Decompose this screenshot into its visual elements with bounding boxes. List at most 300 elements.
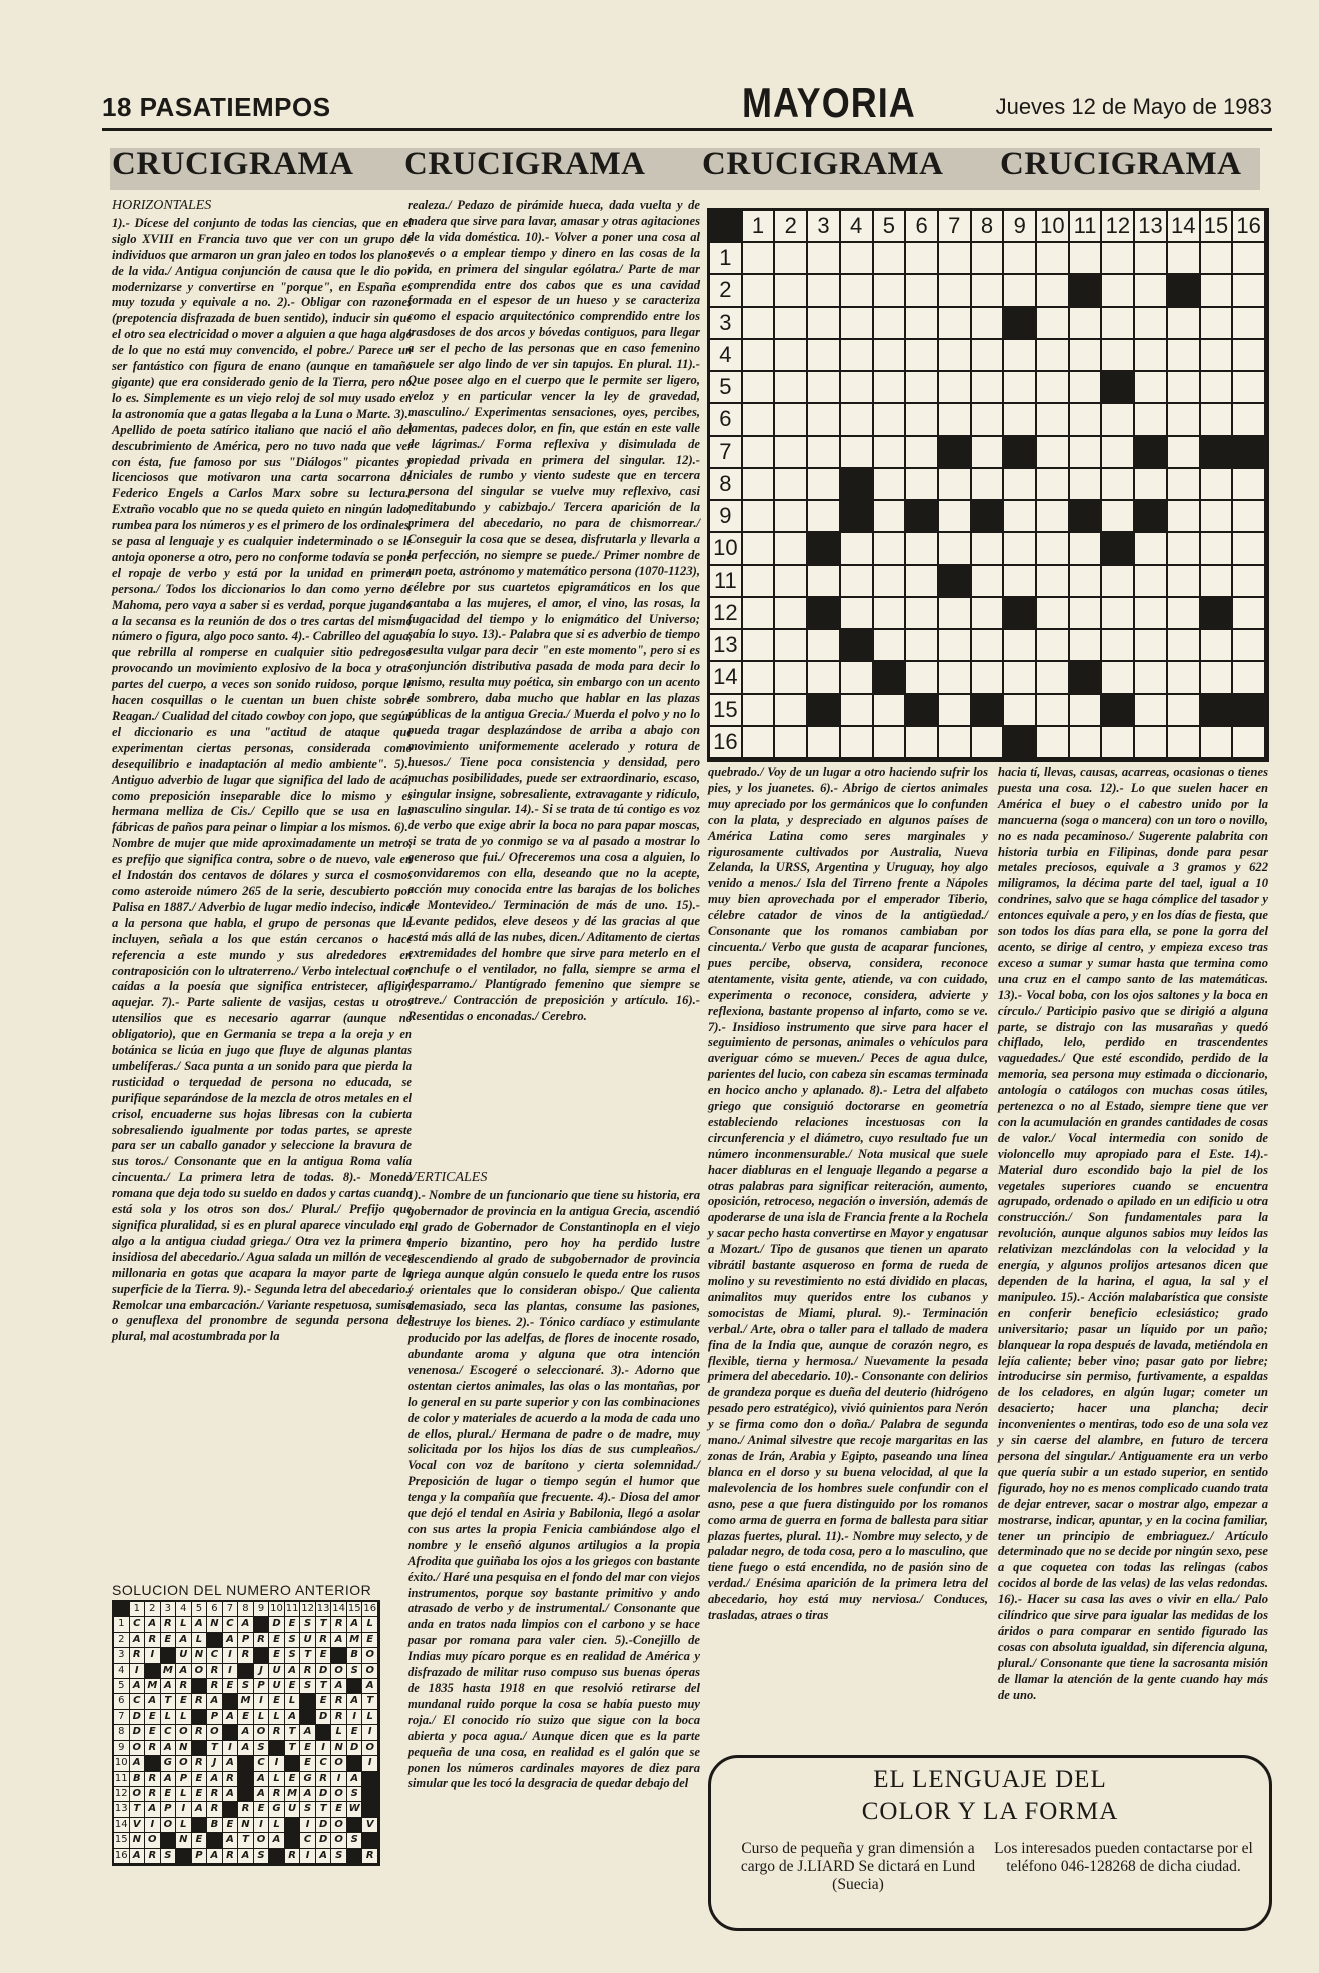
solution-letter: O	[145, 1833, 160, 1847]
white-square[interactable]	[1070, 243, 1101, 273]
white-square[interactable]	[775, 243, 806, 273]
solution-letter: A	[176, 1633, 191, 1647]
white-square[interactable]	[1201, 469, 1232, 499]
white-square[interactable]	[874, 695, 905, 725]
white-square[interactable]	[874, 469, 905, 499]
white-square[interactable]	[1037, 566, 1068, 596]
white-square[interactable]	[1233, 243, 1264, 273]
white-square[interactable]	[1102, 275, 1133, 305]
solution-column-number: 3	[161, 1602, 176, 1616]
white-square[interactable]	[874, 501, 905, 531]
row-number-label: 12	[713, 599, 738, 625]
white-square[interactable]	[939, 501, 970, 531]
white-square[interactable]	[841, 566, 872, 596]
solution-letter: T	[300, 1648, 315, 1662]
white-square[interactable]	[1168, 469, 1199, 499]
white-square[interactable]	[1102, 662, 1133, 692]
white-square[interactable]	[1135, 275, 1166, 305]
white-square[interactable]	[906, 275, 937, 305]
white-square[interactable]	[874, 340, 905, 370]
white-square[interactable]	[939, 308, 970, 338]
black-square	[939, 566, 970, 596]
solution-letter: O	[254, 1833, 269, 1847]
white-square[interactable]	[808, 437, 839, 467]
white-square[interactable]	[775, 469, 806, 499]
white-square[interactable]	[1168, 340, 1199, 370]
white-square[interactable]	[906, 308, 937, 338]
white-square[interactable]	[1102, 243, 1133, 273]
white-square[interactable]	[972, 727, 1003, 757]
white-square[interactable]	[775, 275, 806, 305]
white-square[interactable]	[808, 566, 839, 596]
white-square[interactable]	[1233, 308, 1264, 338]
white-square[interactable]	[841, 308, 872, 338]
white-square[interactable]	[1070, 630, 1101, 660]
white-square[interactable]	[1201, 275, 1232, 305]
white-square[interactable]	[1233, 630, 1264, 660]
white-square[interactable]	[939, 695, 970, 725]
solution-black-square	[207, 1833, 222, 1847]
black-square	[972, 501, 1003, 531]
white-square[interactable]	[808, 501, 839, 531]
white-square[interactable]	[874, 598, 905, 628]
solution-letter: E	[192, 1833, 207, 1847]
white-square[interactable]	[808, 243, 839, 273]
white-square[interactable]	[743, 340, 774, 370]
white-square[interactable]	[1070, 372, 1101, 402]
white-square[interactable]	[1004, 275, 1035, 305]
white-square[interactable]	[939, 727, 970, 757]
white-square[interactable]	[808, 727, 839, 757]
white-square[interactable]	[906, 630, 937, 660]
white-square[interactable]	[1135, 566, 1166, 596]
white-square[interactable]	[1233, 372, 1264, 402]
solution-letter: A	[347, 1694, 362, 1708]
solution-letter: R	[161, 1617, 176, 1631]
white-square[interactable]	[874, 533, 905, 563]
solution-letter: L	[269, 1710, 284, 1724]
white-square[interactable]	[1037, 372, 1068, 402]
solution-letter: R	[176, 1679, 191, 1693]
black-square	[874, 662, 905, 692]
white-square[interactable]	[841, 275, 872, 305]
white-square[interactable]	[743, 630, 774, 660]
white-square[interactable]	[1070, 308, 1101, 338]
solution-row-number: 6	[114, 1694, 129, 1708]
white-square[interactable]	[1070, 695, 1101, 725]
white-square[interactable]	[1201, 662, 1232, 692]
white-square[interactable]	[1201, 404, 1232, 434]
solution-row-number: 16	[114, 1849, 129, 1863]
white-square[interactable]	[1102, 469, 1133, 499]
solution-letter: A	[223, 1710, 238, 1724]
clue-text: 1).- Dícese del conjunto de todas las ciencias, que en el siglo XVIII en Francia tuvo que ver con un grupo de individuos que armaron un gran jaleo en todos los planos de la vida./ Antigua conjunción de causa que le dio por modernizarse y convertirse en "porque", en España es muy tozuda y equivale a no. 2).- Obligar con razones (prepotencia disfrazada de buen sentido), inducir sin que el otro sea electricidad o mover a alguien a que haga algo de lo que no está muy convencido, el pobre./ Parece un ser fantástico con figura de enano (aunque en tamaño gigante) que era considerado genio de la Tierra, pero no lo es. Simplemente es un viejo reloj de sol muy usado en la astronomía que a gatas llegaba a la Luna o Marte. 3).- Apellido de poeta satírico italiano que nació el año del descubrimiento de América, pero no tuvo nada que ver con ésta, fue famoso por sus "Diálogos" picantes y licenciosos que motivaron una carta socarrona de Federico Engels a Carlos Marx sobre su lectura./ Extraño vocablo que no se queda quieto en ningún lado, rumbea para los números y es el primero de los ordinales, se pasa al lenguaje y es cualquier indeterminado o se le antoja oponerse a otro, pero no conforme todavía se pone el ropaje de verbo y está por la unidad en primera persona./ Todos los diccionarios lo dan como yerno de Mahoma, pero vaya a saber si es verdad, porque jugando a la secansa es la reunión de dos o tres cartas del mismo número o figura, algo poco santo. 4).- Cabrilleo del agua, que rebrilla al romperse en cualquier sitio pedregoso provocando un movimiento explosivo de la boca y otras partes del cuerpo, a veces son sonido ruidoso, porque le hacen cosquillas o le cuentan un buen chiste sobre Reagan./ Cualidad del citado cowboy con jopo, que según el diccionario es una "actitud de ataque que experimentan ciertas personas, considerada como desequilibrio e inadaptación al medio ambiente". 5).- Antiguo adverbio de lugar que significa del lado de acá; como preposición inseparable dice lo mismo y es hermana melliza de Cis./ Cepillo que se usa en las fábricas de paños para peinar o limpiar a los mismos. 6).- Nombre de mujer que mide aproximadamente un metro, es prefijo que significa contra, sobre o de nuevo, vale en el Indostán dos centavos de dólares y surca el cosmos como asteroide número 265 de la serie, descubierto por Palisa en 1887./ Adverbio de lugar medio indeciso, indica a la persona que habla, el grupo de personas que la incluyen, señala a los que están cercanos o hace referencia a este mundo y sus alrededores en contraposición con lo ultraterreno./ Verbo intelectual con caídas a la poesía que significa entristecer, afligir, aquejar. 7).- Parte saliente de vasijas, cestas u otros utensilios que es necesario agarrar (aunque no obligatorio), que en Germania se trepa a la oreja y en botánica se licúa en jugo que fluye de algunas plantas umbelíferas./ Saca punta a un sonido para que pierda la rusticidad o terquedad de persona no educada, se purifique separándose de la mezcla de otros metales en el crisol, encuaderne sus hojas libresas con la cubierta sobresaliendo igualmente por todas partes, se apreste para ser un caballo ganador y seleccione la bravura de sus toros./ Consonante que en la antigua Roma valía cincuenta./ La primera letra de todas. 8).- Moneda romana que deja todo su sueldo en dados y cartas cuando está sola y los otros son dos./ Plural./ Prefijo que significa pluralidad, si es en plural aparece vinculado en algo a la antigua ciudad griega./ Otra vez la primera e insidiosa del abecedario./ Agua salada un millón de veces millonaria en gotas que acapara la mayor parte de la superficie de la Tierra. 9).- Segunda letra del abecedario./ Remolcar una embarcación./ Variante respetuosa, sumisa o genuflexa del pronombre de segunda persona del plural, mal acostumbrada por la	[112, 215, 412, 1344]
solution-letter: O	[331, 1756, 346, 1770]
solution-column-number: 11	[285, 1602, 300, 1616]
white-square[interactable]	[1135, 695, 1166, 725]
white-square[interactable]	[1168, 501, 1199, 531]
white-square[interactable]	[1070, 598, 1101, 628]
solution-column-number: 1	[130, 1602, 145, 1616]
white-square[interactable]	[743, 662, 774, 692]
solution-letter: W	[347, 1802, 362, 1816]
white-square[interactable]	[743, 695, 774, 725]
white-square[interactable]	[939, 598, 970, 628]
white-square[interactable]	[1201, 630, 1232, 660]
white-square[interactable]	[874, 437, 905, 467]
white-square[interactable]	[874, 275, 905, 305]
white-square[interactable]	[972, 469, 1003, 499]
white-square[interactable]	[1135, 598, 1166, 628]
white-square[interactable]	[775, 630, 806, 660]
solution-letter: S	[161, 1849, 176, 1863]
white-square[interactable]	[1070, 533, 1101, 563]
white-square[interactable]	[906, 437, 937, 467]
grid-column-number	[841, 211, 872, 241]
white-square[interactable]	[1233, 662, 1264, 692]
solution-row-number: 5	[114, 1679, 129, 1693]
solution-letter: E	[192, 1772, 207, 1786]
solution-letter: A	[223, 1633, 238, 1647]
white-square[interactable]	[1102, 630, 1133, 660]
white-square[interactable]	[1004, 243, 1035, 273]
solution-letter: S	[254, 1849, 269, 1863]
white-square[interactable]	[1201, 501, 1232, 531]
solution-letter: O	[176, 1725, 191, 1739]
solution-letter: S	[238, 1679, 253, 1693]
white-square[interactable]	[808, 372, 839, 402]
white-square[interactable]	[1168, 372, 1199, 402]
white-square[interactable]	[939, 243, 970, 273]
solution-letter: N	[238, 1818, 253, 1832]
white-square[interactable]	[841, 340, 872, 370]
white-square[interactable]	[874, 308, 905, 338]
white-square[interactable]	[1037, 275, 1068, 305]
white-square[interactable]	[743, 243, 774, 273]
solution-row-number: 1	[114, 1617, 129, 1631]
white-square[interactable]	[906, 598, 937, 628]
white-square[interactable]	[1102, 340, 1133, 370]
white-square[interactable]	[1004, 340, 1035, 370]
white-square[interactable]	[1233, 469, 1264, 499]
white-square[interactable]	[1135, 243, 1166, 273]
column-number-label: 14	[1170, 213, 1196, 238]
white-square[interactable]	[1135, 533, 1166, 563]
white-square[interactable]	[939, 404, 970, 434]
white-square[interactable]	[1201, 566, 1232, 596]
white-square[interactable]	[743, 501, 774, 531]
white-square[interactable]	[1135, 469, 1166, 499]
white-square[interactable]	[1135, 662, 1166, 692]
white-square[interactable]	[1070, 437, 1101, 467]
white-square[interactable]	[775, 340, 806, 370]
white-square[interactable]	[1233, 404, 1264, 434]
white-square[interactable]	[743, 469, 774, 499]
white-square[interactable]	[743, 308, 774, 338]
white-square[interactable]	[1037, 469, 1068, 499]
white-square[interactable]	[1102, 437, 1133, 467]
white-square[interactable]	[972, 372, 1003, 402]
white-square[interactable]	[972, 340, 1003, 370]
white-square[interactable]	[939, 469, 970, 499]
white-square[interactable]	[972, 598, 1003, 628]
white-square[interactable]	[1037, 727, 1068, 757]
white-square[interactable]	[972, 404, 1003, 434]
white-square[interactable]	[939, 372, 970, 402]
white-square[interactable]	[906, 372, 937, 402]
white-square[interactable]	[1004, 372, 1035, 402]
white-square[interactable]	[1102, 727, 1133, 757]
white-square[interactable]	[874, 243, 905, 273]
solution-black-square	[254, 1648, 269, 1662]
white-square[interactable]	[841, 533, 872, 563]
white-square[interactable]	[1102, 308, 1133, 338]
white-square[interactable]	[972, 662, 1003, 692]
solution-letter: T	[161, 1694, 176, 1708]
grid-column-number	[1201, 211, 1232, 241]
white-square[interactable]	[1004, 695, 1035, 725]
white-square[interactable]	[1004, 566, 1035, 596]
white-square[interactable]	[775, 598, 806, 628]
white-square[interactable]	[743, 437, 774, 467]
white-square[interactable]	[906, 662, 937, 692]
white-square[interactable]	[1168, 243, 1199, 273]
white-square[interactable]	[841, 243, 872, 273]
white-square[interactable]	[1070, 727, 1101, 757]
white-square[interactable]	[808, 404, 839, 434]
white-square[interactable]	[874, 404, 905, 434]
white-square[interactable]	[1037, 437, 1068, 467]
white-square[interactable]	[1168, 630, 1199, 660]
white-square[interactable]	[808, 662, 839, 692]
white-square[interactable]	[1070, 340, 1101, 370]
white-square[interactable]	[743, 598, 774, 628]
white-square[interactable]	[1135, 308, 1166, 338]
solution-letter: I	[223, 1741, 238, 1755]
white-square[interactable]	[841, 598, 872, 628]
white-square[interactable]	[775, 662, 806, 692]
white-square[interactable]	[1201, 340, 1232, 370]
white-square[interactable]	[906, 243, 937, 273]
white-square[interactable]	[1168, 598, 1199, 628]
white-square[interactable]	[939, 662, 970, 692]
white-square[interactable]	[775, 501, 806, 531]
white-square[interactable]	[1102, 404, 1133, 434]
row-number-label: 4	[719, 341, 732, 367]
solution-black-square	[347, 1679, 362, 1693]
crossword-grid	[707, 208, 1269, 762]
white-square[interactable]	[1135, 404, 1166, 434]
white-square[interactable]	[1135, 372, 1166, 402]
white-square[interactable]	[808, 275, 839, 305]
white-square[interactable]	[906, 727, 937, 757]
white-square[interactable]	[1004, 630, 1035, 660]
white-square[interactable]	[874, 630, 905, 660]
solution-letter: R	[207, 1802, 222, 1816]
white-square[interactable]	[1233, 533, 1264, 563]
white-square[interactable]	[1201, 533, 1232, 563]
white-square[interactable]	[1168, 727, 1199, 757]
white-square[interactable]	[1168, 404, 1199, 434]
column-number-label: 2	[784, 213, 797, 238]
solution-letter: A	[130, 1849, 145, 1863]
white-square[interactable]	[874, 372, 905, 402]
white-square[interactable]	[775, 437, 806, 467]
white-square[interactable]	[1004, 662, 1035, 692]
white-square[interactable]	[1135, 340, 1166, 370]
solution-letter: R	[300, 1664, 315, 1678]
solution-letter: A	[207, 1849, 222, 1863]
white-square[interactable]	[972, 630, 1003, 660]
white-square[interactable]	[775, 566, 806, 596]
solution-row-number: 4	[114, 1664, 129, 1678]
white-square[interactable]	[1070, 566, 1101, 596]
white-square[interactable]	[1233, 566, 1264, 596]
white-square[interactable]	[808, 469, 839, 499]
solution-row-number: 8	[114, 1725, 129, 1739]
white-square[interactable]	[972, 275, 1003, 305]
solution-letter: E	[300, 1756, 315, 1770]
white-square[interactable]	[1037, 308, 1068, 338]
white-square[interactable]	[939, 630, 970, 660]
solution-letter: T	[362, 1694, 377, 1708]
white-square[interactable]	[743, 275, 774, 305]
solution-letter: T	[316, 1679, 331, 1693]
solution-letter: R	[223, 1772, 238, 1786]
white-square[interactable]	[775, 727, 806, 757]
white-square[interactable]	[743, 372, 774, 402]
white-square[interactable]	[743, 404, 774, 434]
white-square[interactable]	[1004, 404, 1035, 434]
white-square[interactable]	[1037, 695, 1068, 725]
white-square[interactable]	[1201, 372, 1232, 402]
white-square[interactable]	[1168, 662, 1199, 692]
white-square[interactable]	[906, 404, 937, 434]
white-square[interactable]	[972, 533, 1003, 563]
solution-letter: A	[192, 1802, 207, 1816]
white-square[interactable]	[906, 566, 937, 596]
black-square	[906, 695, 937, 725]
white-square[interactable]	[1135, 630, 1166, 660]
white-square[interactable]	[775, 372, 806, 402]
white-square[interactable]	[972, 308, 1003, 338]
solution-black-square	[362, 1787, 377, 1801]
black-square	[841, 630, 872, 660]
white-square[interactable]	[1233, 598, 1264, 628]
white-square[interactable]	[841, 437, 872, 467]
white-square[interactable]	[743, 727, 774, 757]
white-square[interactable]	[1201, 727, 1232, 757]
white-square[interactable]	[1233, 727, 1264, 757]
white-square[interactable]	[775, 308, 806, 338]
white-square[interactable]	[874, 566, 905, 596]
white-square[interactable]	[1168, 566, 1199, 596]
white-square[interactable]	[1070, 469, 1101, 499]
white-square[interactable]	[906, 469, 937, 499]
white-square[interactable]	[939, 533, 970, 563]
white-square[interactable]	[1233, 340, 1264, 370]
white-square[interactable]	[841, 662, 872, 692]
grid-column-number	[1070, 211, 1101, 241]
solution-row-number: 13	[114, 1802, 129, 1816]
banner-word-3: CRUCIGRAMA	[702, 146, 944, 182]
white-square[interactable]	[1070, 404, 1101, 434]
white-square[interactable]	[743, 533, 774, 563]
solution-letter: C	[161, 1725, 176, 1739]
white-square[interactable]	[775, 404, 806, 434]
column-verticales	[408, 1170, 700, 1970]
white-square[interactable]	[1168, 533, 1199, 563]
white-square[interactable]	[1037, 340, 1068, 370]
white-square[interactable]	[874, 727, 905, 757]
white-square[interactable]	[1102, 566, 1133, 596]
white-square[interactable]	[841, 695, 872, 725]
solution-letter: D	[269, 1617, 284, 1631]
solution-column-number: 8	[238, 1602, 253, 1616]
white-square[interactable]	[1102, 501, 1133, 531]
solution-letter: A	[285, 1710, 300, 1724]
white-square[interactable]	[775, 695, 806, 725]
white-square[interactable]	[972, 437, 1003, 467]
white-square[interactable]	[1233, 275, 1264, 305]
white-square[interactable]	[808, 630, 839, 660]
solution-letter: E	[269, 1633, 284, 1647]
solution-letter: D	[347, 1741, 362, 1755]
white-square[interactable]	[841, 404, 872, 434]
white-square[interactable]	[1201, 308, 1232, 338]
white-square[interactable]	[939, 275, 970, 305]
white-square[interactable]	[1037, 404, 1068, 434]
white-square[interactable]	[1168, 437, 1199, 467]
white-square[interactable]	[1168, 308, 1199, 338]
white-square[interactable]	[972, 243, 1003, 273]
row-number-label: 11	[713, 567, 737, 593]
column-number-label: 15	[1203, 213, 1229, 238]
white-square[interactable]	[1037, 662, 1068, 692]
white-square[interactable]	[1037, 598, 1068, 628]
white-square[interactable]	[1004, 533, 1035, 563]
white-square[interactable]	[841, 372, 872, 402]
white-square[interactable]	[1004, 469, 1035, 499]
white-square[interactable]	[972, 566, 1003, 596]
white-square[interactable]	[906, 533, 937, 563]
white-square[interactable]	[808, 340, 839, 370]
section-title: 18 PASATIEMPOS	[102, 92, 331, 122]
white-square[interactable]	[939, 340, 970, 370]
white-square[interactable]	[775, 533, 806, 563]
grid-column-number	[1168, 211, 1199, 241]
solution-letter: L	[192, 1633, 207, 1647]
white-square[interactable]	[808, 308, 839, 338]
solution-letter: E	[331, 1802, 346, 1816]
white-square[interactable]	[743, 566, 774, 596]
white-square[interactable]	[1201, 243, 1232, 273]
white-square[interactable]	[1004, 501, 1035, 531]
white-square[interactable]	[1135, 727, 1166, 757]
white-square[interactable]	[1037, 533, 1068, 563]
white-square[interactable]	[1037, 630, 1068, 660]
solution-black-square	[192, 1710, 207, 1724]
white-square[interactable]	[841, 727, 872, 757]
solution-letter: R	[269, 1725, 284, 1739]
white-square[interactable]	[1168, 695, 1199, 725]
white-square[interactable]	[906, 340, 937, 370]
white-square[interactable]	[1037, 243, 1068, 273]
white-square[interactable]	[1102, 598, 1133, 628]
white-square[interactable]	[1037, 501, 1068, 531]
white-square[interactable]	[1233, 501, 1264, 531]
grid-row-number	[710, 695, 741, 725]
